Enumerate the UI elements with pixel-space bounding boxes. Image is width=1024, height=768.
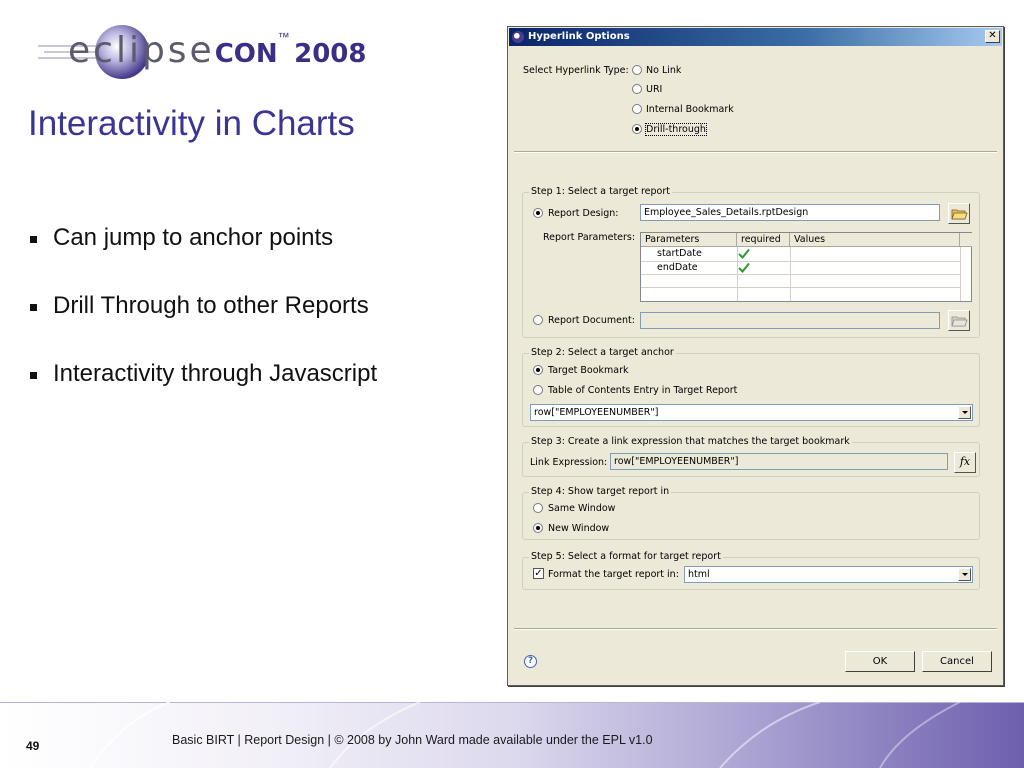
format-select[interactable]: [684, 566, 973, 583]
option-internal-bookmark[interactable]: Internal Bookmark: [646, 104, 734, 115]
link-expression-field[interactable]: row["EMPLOYEENUMBER"]: [610, 453, 948, 470]
radio-drill-through[interactable]: [632, 124, 642, 134]
radio-report-design[interactable]: [533, 208, 543, 218]
report-document-field[interactable]: [640, 312, 940, 329]
required-check-icon: [738, 262, 750, 273]
browse-report-document-button[interactable]: [948, 310, 970, 331]
column-header-values[interactable]: Values: [790, 233, 960, 247]
folder-open-icon: [949, 204, 969, 223]
bullet-item: [30, 340, 377, 408]
fx-expression-button[interactable]: [954, 452, 976, 473]
table-row-startdate-name[interactable]: startDate: [657, 248, 702, 259]
option-new-window[interactable]: New Window: [548, 523, 610, 534]
column-header-filler: [960, 233, 972, 247]
folder-open-icon: [949, 311, 969, 330]
separator: [514, 151, 997, 153]
step3-title: Step 3: Create a link expression that matches the target bookmark: [531, 436, 850, 447]
fx-icon: fx: [959, 455, 971, 468]
radio-new-window[interactable]: [533, 523, 543, 533]
logo-text: [68, 30, 366, 71]
bullet-list: [30, 204, 377, 408]
option-uri[interactable]: URI: [646, 84, 663, 95]
step4-title: Step 4: Show target report in: [531, 486, 670, 497]
hyperlink-type-label: Select Hyperlink Type:: [523, 65, 629, 76]
option-drill-through[interactable]: Drill-through: [646, 124, 706, 135]
bullet-square-icon: [30, 304, 37, 311]
bullet-item: [30, 204, 377, 272]
bullet-square-icon: [30, 236, 37, 243]
logo-con: CON: [214, 39, 278, 69]
target-anchor-select[interactable]: [530, 404, 973, 421]
radio-same-window[interactable]: [533, 503, 543, 513]
column-header-parameters[interactable]: Parameters: [641, 233, 737, 247]
radio-no-link[interactable]: [632, 65, 642, 75]
step1-title: Step 1: Select a target report: [531, 186, 671, 197]
slide-footer: [0, 702, 1024, 768]
radio-uri[interactable]: [632, 84, 642, 94]
slide-title: Interactivity in Charts: [28, 104, 355, 143]
row-divider: [641, 287, 960, 288]
bullet-square-icon: [30, 372, 37, 379]
help-icon[interactable]: ?: [524, 655, 537, 668]
dialog-title: Hyperlink Options: [528, 31, 630, 42]
hyperlink-options-dialog: [507, 26, 1004, 686]
radio-internal-bookmark[interactable]: [632, 104, 642, 114]
parameters-table: [640, 232, 972, 302]
bullet-text: Drill Through to other Reports: [53, 292, 369, 319]
option-same-window[interactable]: Same Window: [548, 503, 616, 514]
target-anchor-value: row["EMPLOYEENUMBER"]: [534, 407, 659, 418]
bullet-text: Interactivity through Javascript: [53, 360, 378, 387]
option-target-bookmark[interactable]: Target Bookmark: [548, 365, 629, 376]
close-button[interactable]: ✕: [985, 30, 1000, 43]
logo-tm: ™: [277, 30, 290, 44]
format-value: html: [688, 569, 710, 580]
bullet-text: Can jump to anchor points: [53, 224, 334, 251]
column-divider: [960, 247, 961, 301]
footer-text: Basic BIRT | Report Design | © 2008 by John Ward made available under the EPL v1.0: [172, 733, 653, 747]
step5-title: Step 5: Select a format for target report: [531, 551, 721, 562]
format-checkbox-label[interactable]: Format the target report in:: [548, 569, 679, 580]
report-design-label[interactable]: Report Design:: [548, 208, 619, 219]
separator: [514, 628, 997, 630]
column-header-required[interactable]: required: [737, 233, 790, 247]
format-checkbox[interactable]: ✓: [534, 568, 543, 579]
option-no-link[interactable]: No Link: [646, 65, 682, 76]
logo-year: 2008: [294, 39, 367, 69]
option-toc-entry[interactable]: Table of Contents Entry in Target Report: [548, 385, 738, 396]
radio-target-bookmark[interactable]: [533, 365, 543, 375]
ok-button[interactable]: OK: [845, 651, 915, 672]
radio-report-document[interactable]: [533, 315, 543, 325]
logo-eclipse: eclipse: [68, 30, 215, 71]
chevron-down-icon[interactable]: [958, 568, 971, 581]
step2-title: Step 2: Select a target anchor: [531, 347, 674, 358]
required-check-icon: [738, 248, 750, 259]
cancel-button[interactable]: Cancel: [922, 651, 992, 672]
table-row-enddate-name[interactable]: endDate: [657, 262, 698, 273]
page-number: 49: [26, 739, 40, 753]
chevron-down-icon[interactable]: [958, 406, 971, 419]
dialog-titlebar: [509, 28, 1002, 46]
report-parameters-label: Report Parameters:: [543, 232, 636, 243]
eclipse-app-icon: [512, 31, 524, 43]
bullet-item: [30, 272, 377, 340]
browse-report-design-button[interactable]: [948, 203, 970, 224]
link-expression-label: Link Expression:: [530, 457, 608, 468]
report-design-field[interactable]: Employee_Sales_Details.rptDesign: [640, 204, 940, 221]
report-document-label[interactable]: Report Document:: [548, 315, 635, 326]
radio-toc-entry[interactable]: [533, 385, 543, 395]
